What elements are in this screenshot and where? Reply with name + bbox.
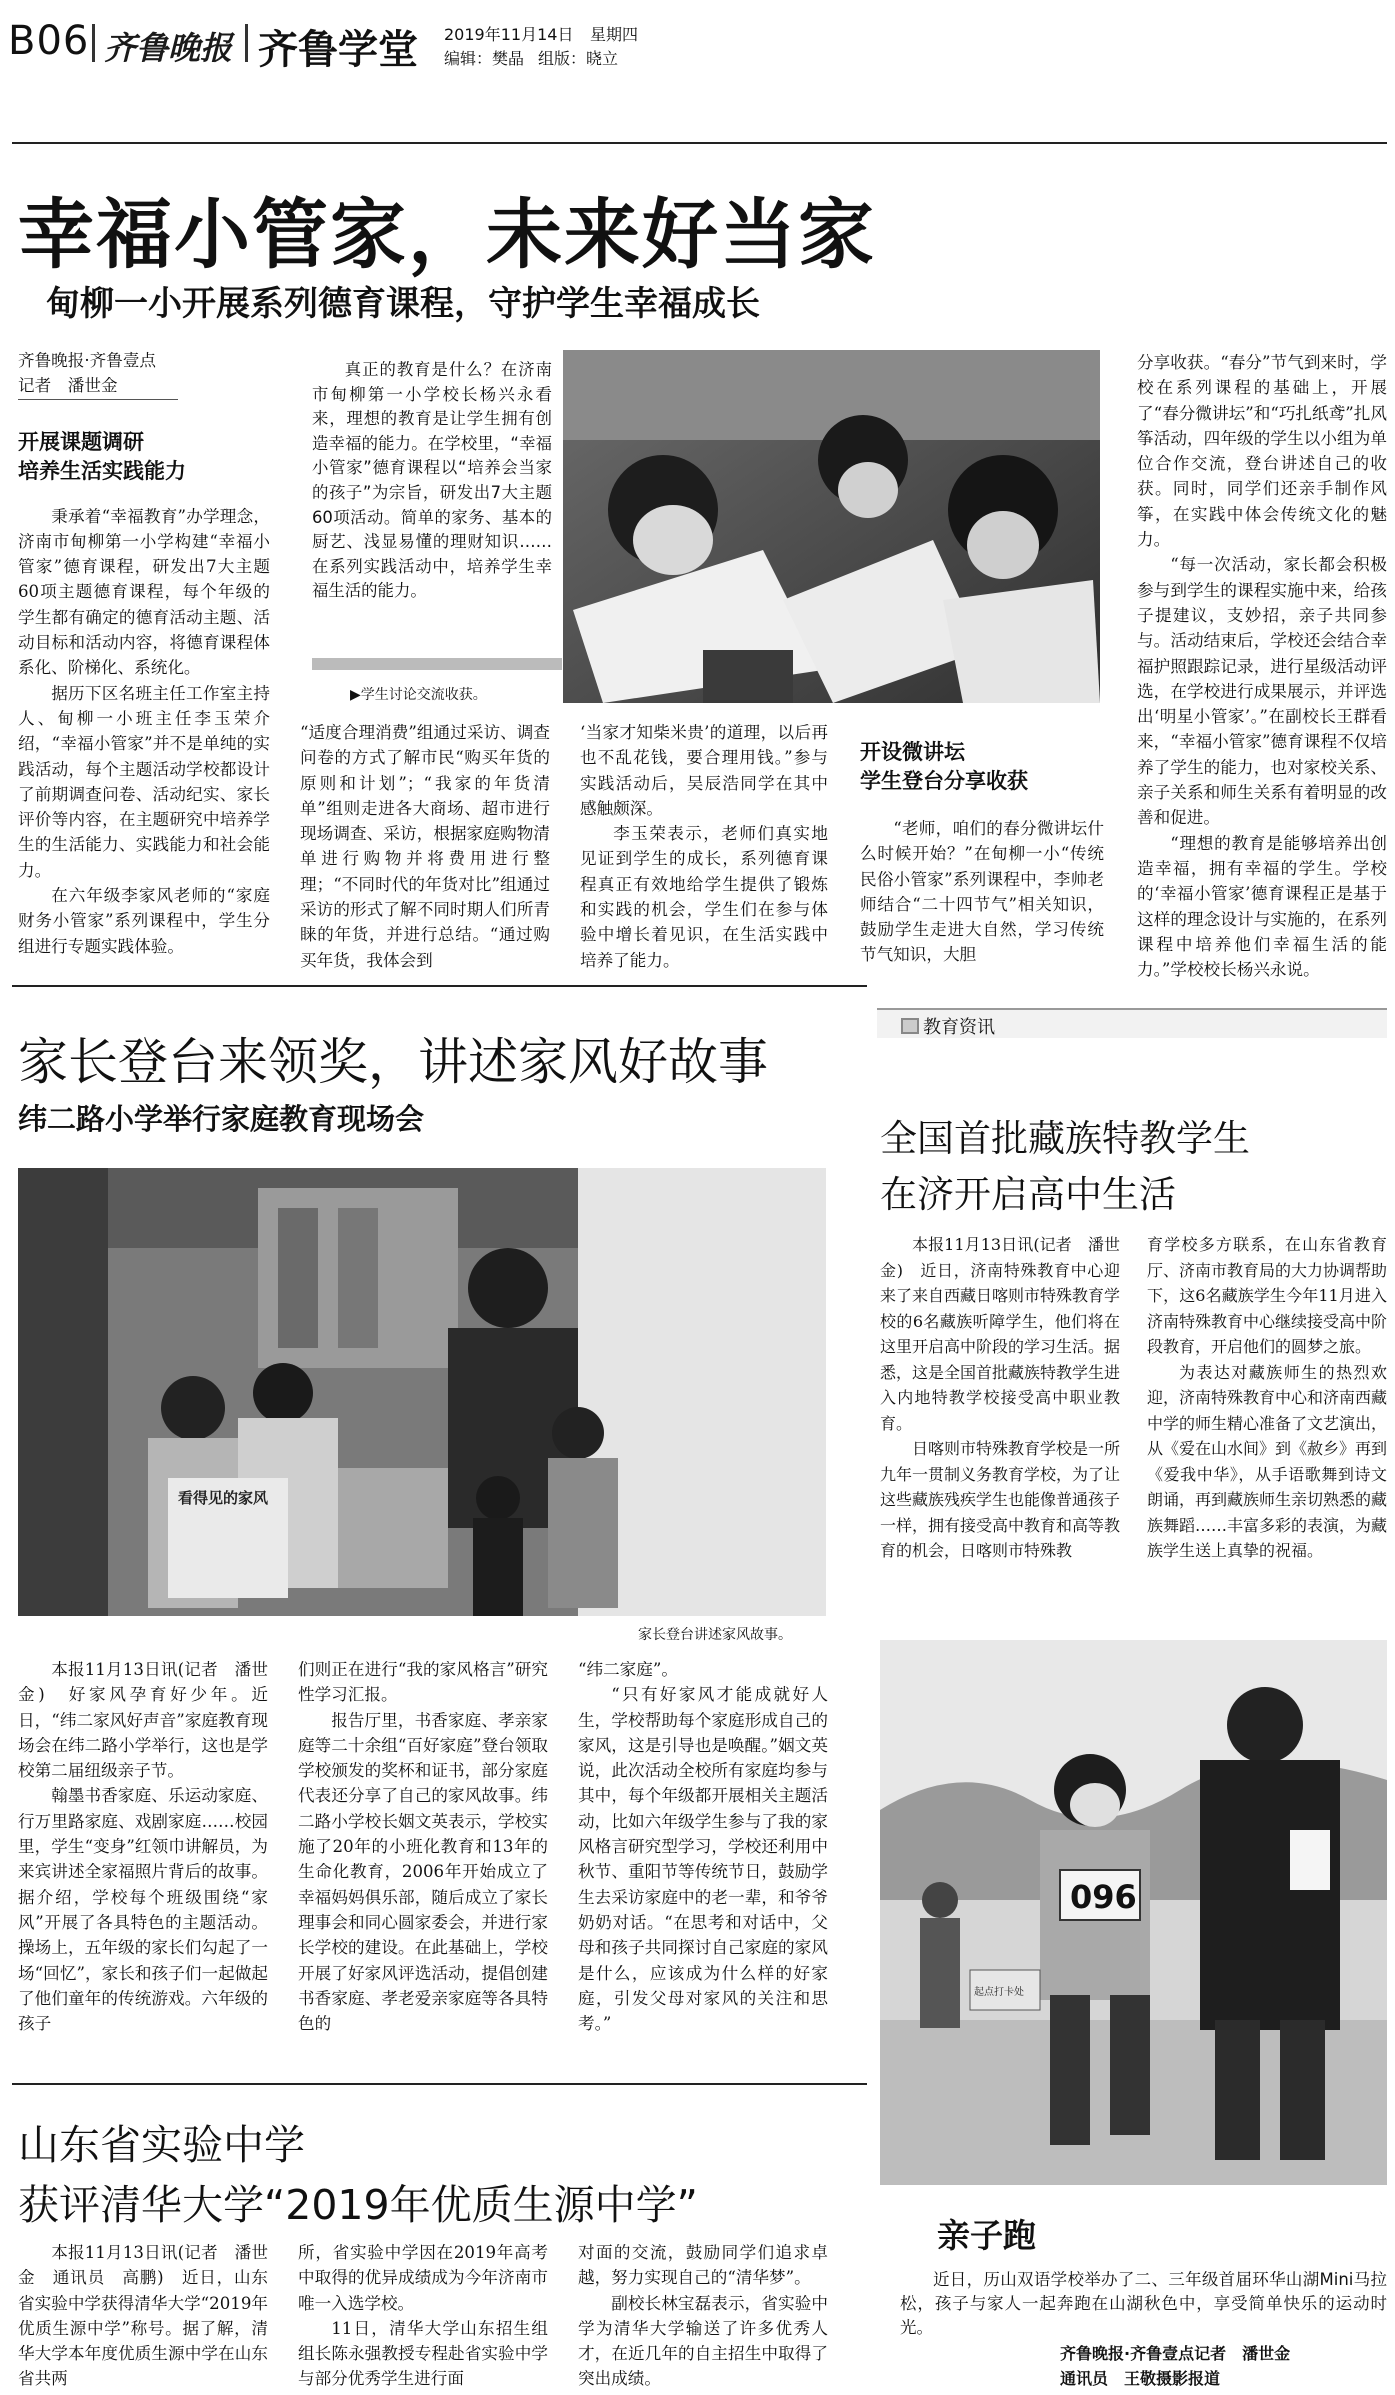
paragraph: 分享收获。“春分”节气到来时，学校在系列课程的基础上，开展了“春分微讲坛”和“巧扎纸鸢”扎风筝活动，四年级的学生以小组为单位合作交流，登台讲述自己的收获。同时，同学们还亲手制作风筝，在实践中体会传统文化的魅力。	[1137, 353, 1387, 550]
paragraph: 近日，历山双语学校举办了二、三年级首届环华山湖Mini马拉松，孩子与家人一起奔跑在山湖秋色中，享受简单快乐的运动时光。	[900, 2270, 1387, 2337]
paragraph: 秉承着“幸福教育”办学理念，济南市甸柳第一小学构建“幸福小管家”德育课程，研发出7大主题60项主题德育课程，每个年级的学生都有确定的德育活动主题、活动目标和活动内容，将德育课程体系化、阶梯化、系统化。	[18, 506, 270, 678]
classroom-photo-caption: ▶学生讨论交流收获。	[350, 687, 487, 703]
paragraph: 报告厅里，书香家庭、孝亲家庭等二十余组“百好家庭”登台领取学校颁发的奖杯和证书，部分家庭代表还分享了自己的家风故事。纬二路小学校长姻文英表示，学校实施了20年的小班化教育和13年的生命化教育，2006年开始成立了幸福妈妈俱乐部，随后成立了家长理事会和同心圆家委会，并进行家长学校的建设。在此基础上，学校开展了好家风评选活动，提倡创建书香家庭、孝老爱亲家庭等各具特色的	[298, 1710, 548, 2034]
photo-feature-title: 亲子跑	[937, 2216, 1036, 2255]
byline-reporter: 记者 潘世金	[18, 373, 178, 399]
article1-subtitle: 甸柳一小开展系列德育课程，守护学生幸福成长	[46, 284, 760, 324]
paragraph: 为表达对藏族师生的热烈欢迎，济南特殊教育中心和济南西藏中学的师生精心准备了文艺演出，从《爱在山水间》到《赦乡》再到《爱我中华》，从手语歌舞到诗文朗诵，再到藏族师生亲切熟悉的藏族舞蹈……丰富多彩的表演，为藏族学生送上真挚的祝福。	[1147, 1362, 1388, 1560]
tag-icon	[901, 1018, 919, 1034]
article1-column4	[860, 738, 1104, 965]
paragraph: “每一次活动，家长都会积极参与到学生的课程实施中来，给孩子提建议，支妙招，亲子共同参与。活动结束后，学校还会结合幸福护照跟踪记录，进行星级活动评选，在学校进行成果展示，并评选出‘明星小管家’。”在副校长王群看来，“幸福小管家”德育课程不仅培养了学生的能力，也对家校关系、亲子关系和师生关系有着明显的改善和促进。	[1137, 555, 1387, 828]
section-heading: 开展课题调研	[18, 429, 144, 454]
article1-column1	[18, 348, 270, 958]
article2-subtitle: 纬二路小学举行家庭教育现场会	[18, 1102, 425, 1136]
photo-feature-text	[900, 2268, 1387, 2338]
education-news-tag	[877, 1008, 1387, 1038]
page-number: B06	[8, 18, 90, 64]
editor-credit: 编辑：樊晶	[444, 49, 525, 68]
paragraph: 本报11月13日讯(记者 潘世金) 近日，济南特殊教育中心迎来了来自西藏日喀则市特殊教育学校的6名藏族听障学生，他们将在这里开启高中阶段的学习生活。据悉，这是全国首批藏族特教学生进入内地特教学校接受高中职业教育。	[880, 1235, 1121, 1433]
paragraph: 在六年级李家风老师的“家庭财务小管家”系列课程中，学生分组进行专题实践体验。	[18, 886, 270, 956]
layout-credit: 组版：晓立	[538, 49, 619, 68]
masthead-divider	[92, 24, 95, 62]
paragraph: 们则正在进行“我的家风格言”研究性学习汇报。	[298, 1660, 548, 1705]
section-heading: 学生登台分享收获	[860, 769, 1028, 793]
masthead-rule	[12, 142, 1387, 144]
byline-agency: 齐鲁晚报·齐鲁壹点	[18, 351, 157, 370]
paragraph: 对面的交流，鼓励同学们追求卓越，努力实现自己的“清华梦”。	[578, 2243, 828, 2288]
awards-photo	[18, 1168, 826, 1616]
article1-column2	[300, 720, 550, 970]
paragraph: 本报11月13日讯(记者 潘世金 通讯员 高鹏) 近日，山东省实验中学获得清华大学“2019年优质生源中学”称号。据了解，清华大学本年度优质生源中学在山东省共两	[18, 2243, 268, 2389]
paragraph: ‘当家才知柴米贵’的道理，以后再也不乱花钱，要合理用钱。”参与实践活动后，吴辰浩同学在其中感触颇深。	[580, 723, 828, 818]
marathon-photo	[880, 1640, 1387, 2185]
section-name: 齐鲁学堂	[258, 27, 418, 73]
article1-column3	[580, 720, 828, 970]
masthead	[0, 0, 1395, 80]
paragraph: 据历下区名班主任工作室主持人、甸柳一小班主任李玉荣介绍，“幸福小管家”并不是单纯的实践活动，每个主题活动学校都设计了前期调查问卷、活动纪实、家长评价等内容，在主题研究中培养学生的生活能力、实践能力和社会能力。	[18, 683, 270, 880]
certificate-board: 看得见的家风	[178, 1489, 269, 1507]
awards-photo-caption: 家长登台讲述家风故事。	[638, 1627, 792, 1643]
paragraph: “只有好家风才能成就好人生，学校帮助每个家庭形成自己的家风，这是引导也是唤醒。”姻文英说，此次活动全校所有家庭均参与其中，每个年级都开展相关主题活动，比如六年级学生参与了我的家风格言研究型学习，学校还利用中秋节、重阳节等传统节日，鼓励学生去采访家庭中的老一辈，和爷爷奶奶对话。“在思考和对话中，父母和孩子共同探讨自己家庭的家风是什么，应该成为什么样的好家庭，引发父母对家风的关注和思考。”	[578, 1685, 828, 2034]
intro-rule	[312, 658, 562, 670]
sidebar-column1	[880, 1232, 1120, 1602]
masthead-divider	[245, 24, 248, 62]
classroom-photo	[563, 350, 1100, 703]
article2-title: 家长登台来领奖，讲述家风好故事	[18, 1033, 768, 1091]
paper-name-logo: 齐鲁晚报	[104, 29, 233, 67]
paragraph: 李玉荣表示，老师们真实地见证到学生的成长，系列德育课程真正有效地给学生提供了锻炼和实践的机会，学生们在参与体验中增长着见识，在生活实践中培养了能力。	[580, 824, 828, 970]
paragraph: 日喀则市特殊教育学校是一所九年一贯制义务教育学校，为了让这些藏族残疾学生也能像普通孩子一样，拥有接受高中教育和高等教育的机会，日喀则市特殊教	[880, 1439, 1121, 1560]
section-heading: 开设微讲坛	[860, 740, 965, 764]
paragraph: “纬二家庭”。	[578, 1660, 678, 1679]
section-heading: 培养生活实践能力	[18, 458, 186, 483]
photo-credit: 通讯员 王敬摄影报道	[1060, 2369, 1221, 2388]
article1-intro	[312, 358, 552, 658]
issue-weekday: 星期四	[590, 25, 639, 44]
checkpoint-sign: 起点打卡处	[974, 1987, 1024, 1998]
article2-bottom-rule	[12, 2083, 867, 2085]
photo-credit: 齐鲁晚报·齐鲁壹点记者 潘世金	[1060, 2344, 1291, 2363]
sidebar-title: 全国首批藏族特教学生	[880, 1117, 1250, 1160]
article3-column1	[18, 2240, 268, 2390]
paragraph: 育学校多方联系，在山东省教育厅、济南市教育局的大力协调帮助下，这6名藏族学生今年11月进入济南特殊教育中心继续接受高中阶段教育，开启他们的圆梦之旅。	[1147, 1235, 1388, 1356]
paragraph: “理想的教育是能够培养出创造幸福，拥有幸福的学生。学校的‘幸福小管家’德育课程正是基于这样的理念设计与实施的，在系列课程中培养他们幸福生活的能力。”学校校长杨兴永说。	[1137, 833, 1387, 980]
paragraph: 所，省实验中学因在2019年高考中取得的优异成绩成为今年济南市唯一入选学校。	[298, 2243, 548, 2313]
article1-title: 幸福小管家，未来好当家	[18, 190, 876, 279]
sidebar-column2	[1147, 1232, 1387, 1602]
article3-column2	[298, 2240, 548, 2390]
paragraph: 副校长林宝磊表示，省实验中学为清华大学输送了许多优秀人才，在近几年的自主招生中取得了突出成绩。	[578, 2293, 828, 2389]
tag-label: 教育资讯	[923, 1017, 995, 1038]
paragraph: 11日，清华大学山东招生组组长陈永强教授专程赴省实验中学与部分优秀学生进行面	[298, 2318, 548, 2389]
race-bib: 096	[1070, 1878, 1137, 1916]
article3-title: 山东省实验中学	[18, 2121, 305, 2169]
article3-title: 获评清华大学“2019年优质生源中学”	[18, 2181, 698, 2229]
paragraph: 翰墨书香家庭、乐运动家庭、行万里路家庭、戏剧家庭……校园里，学生“变身”红领巾讲解员，为来宾讲述全家福照片背后的故事。据介绍，学校每个班级围绕“家风”开展了各具特色的主题活动。操场上，五年级的家长们勾起了一场“回忆”，家长和孩子们一起做起了他们童年的传统游戏。六年级的孩子	[18, 1786, 268, 2034]
sidebar-title: 在济开启高中生活	[880, 1173, 1176, 1216]
article1-bottom-rule	[12, 985, 867, 987]
article2-column1	[18, 1657, 268, 2047]
paragraph: 本报11月13日讯(记者 潘世金) 好家风孕育好少年。近日，“纬二家风好声音”家庭教育现场会在纬二路小学举行，这也是学校第二届纽级亲子节。	[18, 1660, 268, 1781]
issue-date: 2019年11月14日	[444, 25, 574, 44]
article3-column3	[578, 2240, 828, 2390]
paragraph: “老师，咱们的春分微讲坛什么时候开始？”在甸柳一小“传统民俗小管家”系列课程中，李帅老师结合“二十四节气”相关知识，鼓励学生走进大自然，学习传统节气知识，大胆	[860, 819, 1104, 965]
article2-column3	[578, 1657, 828, 2047]
paragraph: “适度合理消费”组通过采访、调查问卷的方式了解市民“购买年货的原则和计划”；“我家的年货清单”组则走进各大商场、超市进行现场调查、采访，根据家庭购物清单进行购物并将费用进行整理；“不同时代的年货对比”组通过采访的形式了解不同时期人们所青睐的年货，并进行总结。“通过购买年货，我体会到	[300, 723, 550, 970]
intro-text: 真正的教育是什么？在济南市甸柳第一小学校长杨兴永看来，理想的教育是让学生拥有创造幸福的能力。在学校里，“幸福小管家”德育课程以“培养会当家的孩子”为宗旨，研发出7大主题60项活动。简单的家务、基本的厨艺、浅显易懂的理财知识……在系列实践活动中，培养学生幸福生活的能力。	[312, 360, 552, 601]
article1-column5	[1137, 350, 1387, 980]
article2-column2	[298, 1657, 548, 2047]
